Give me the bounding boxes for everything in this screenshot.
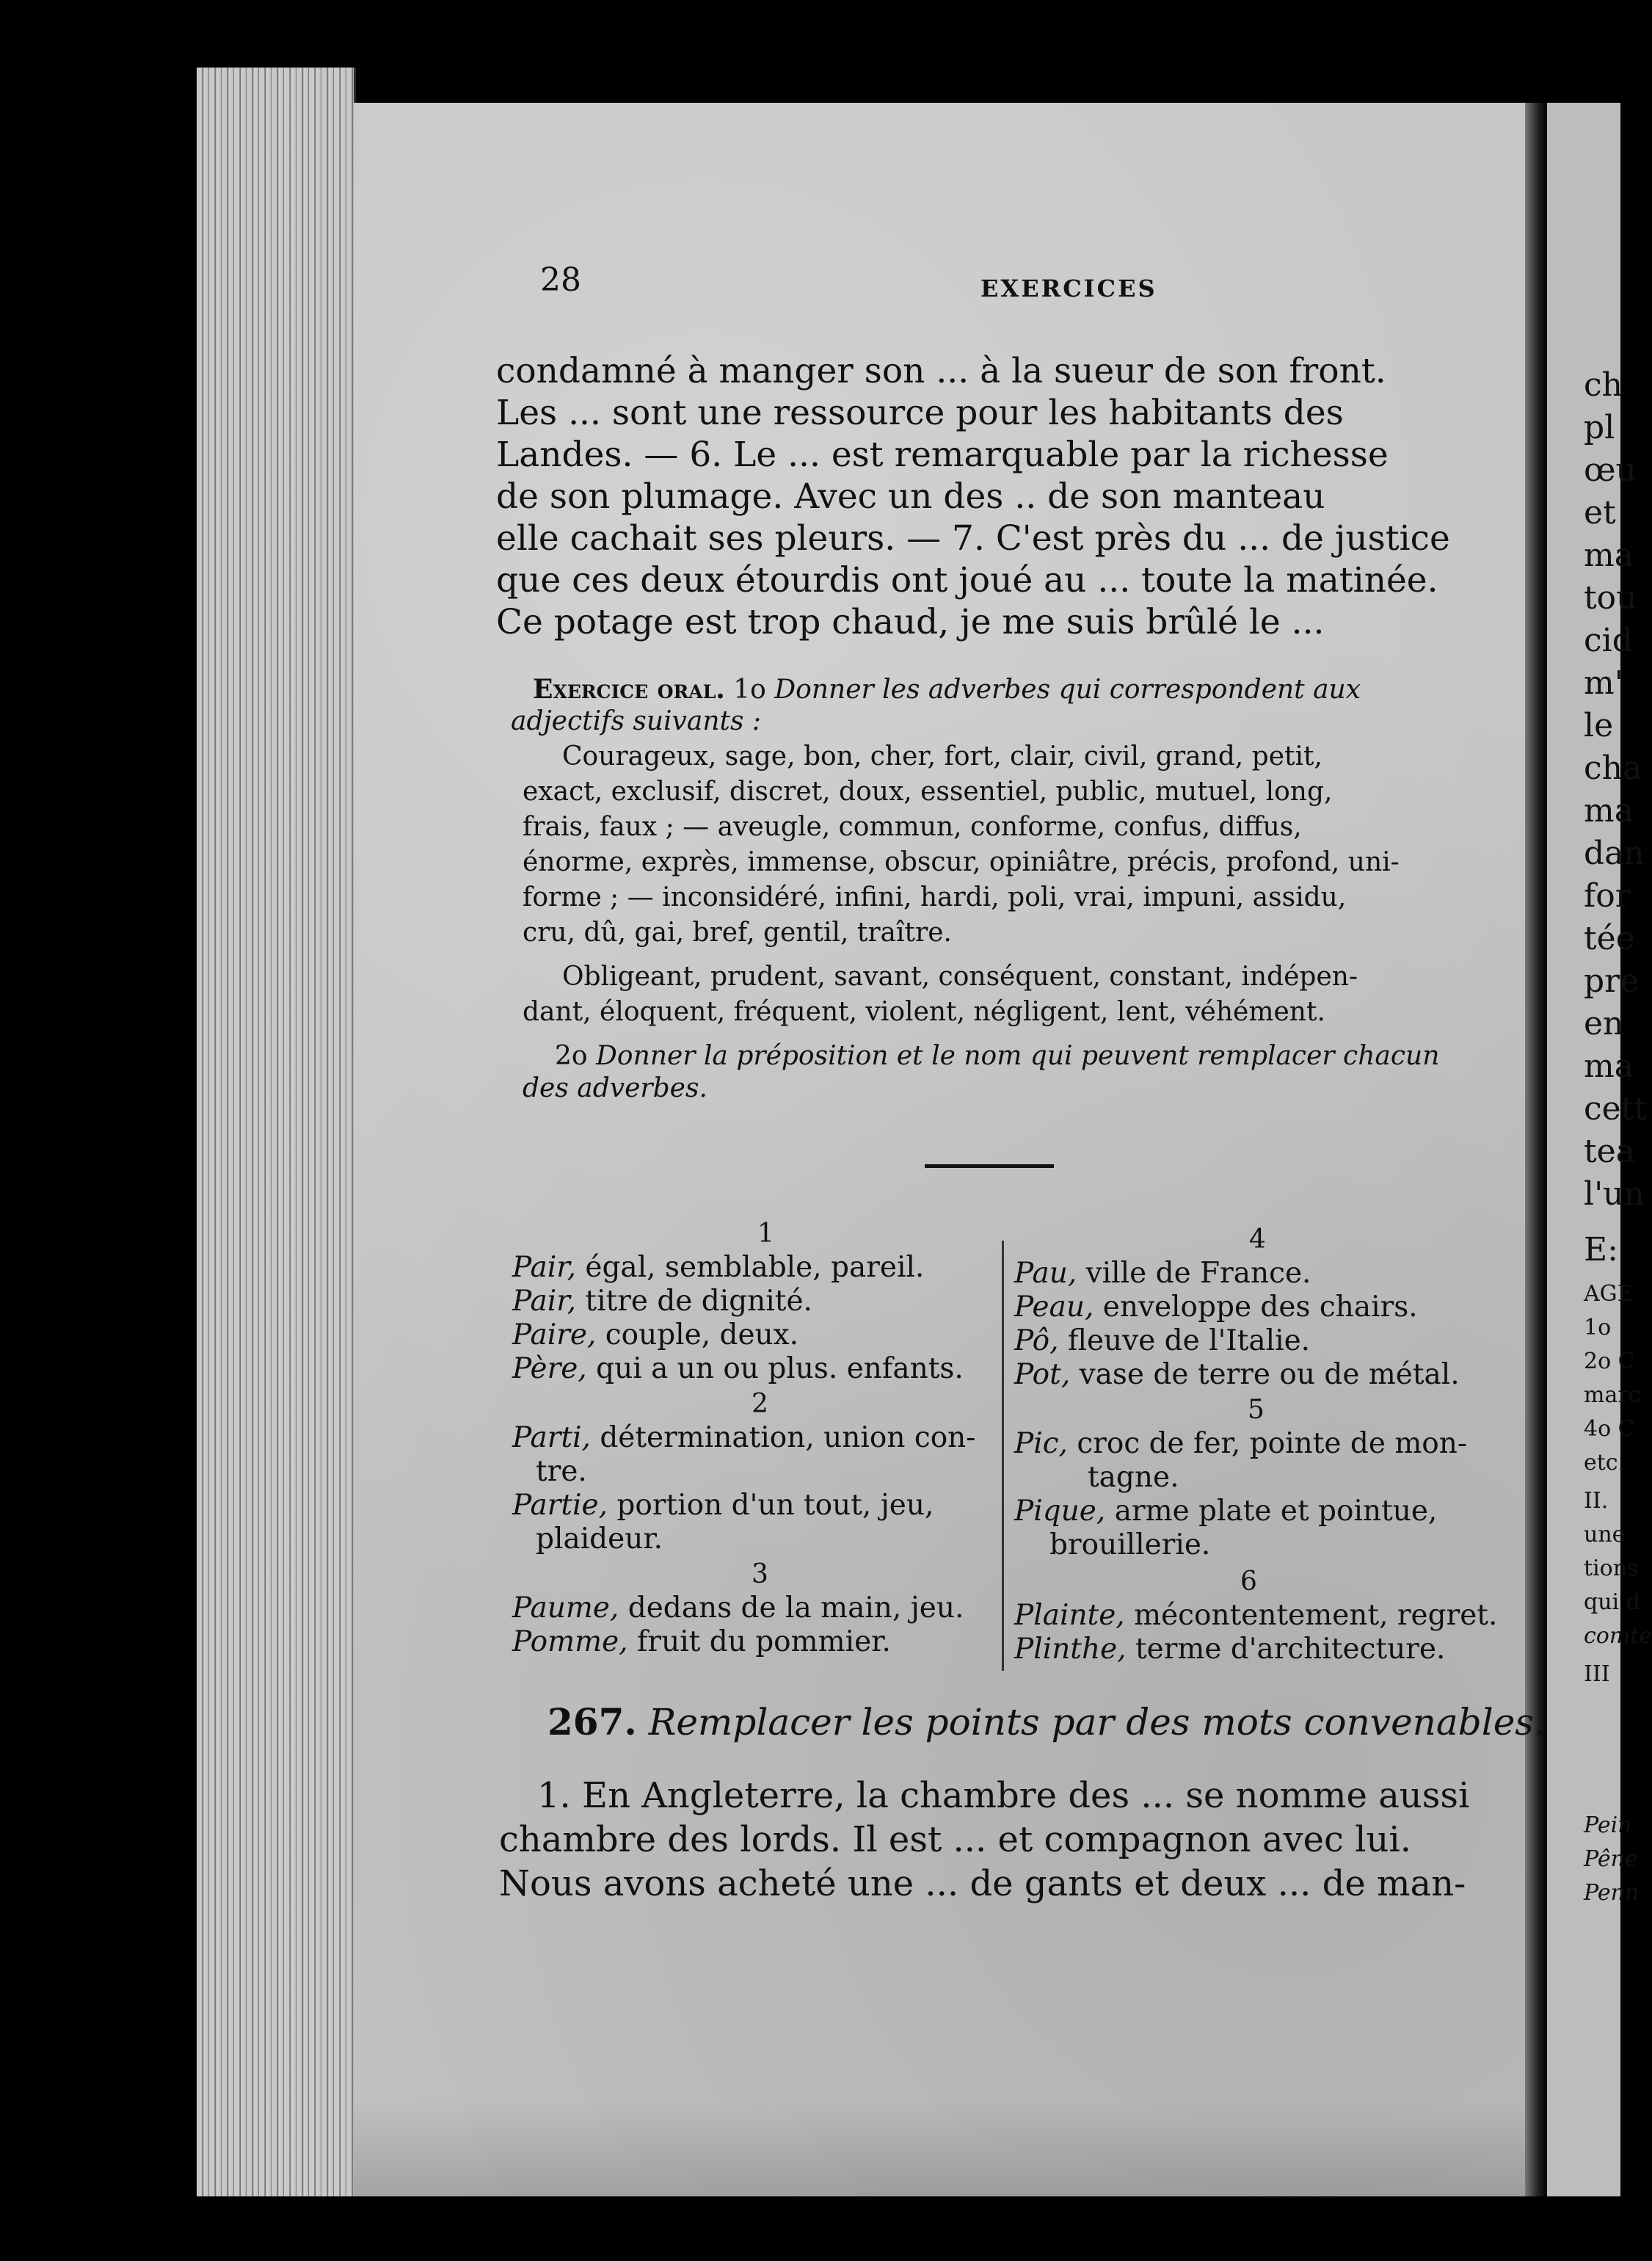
- homonym-word: Pot,: [1014, 1358, 1071, 1391]
- homonym-def-cont: tre.: [536, 1455, 587, 1488]
- adjective-list-line: Courageux, sage, bon, cher, fort, clair, civil, grand, petit,: [562, 741, 1322, 772]
- homonym-entry: [512, 1318, 798, 1351]
- oral-exercise-heading: [533, 674, 1361, 705]
- facing-text: cha: [1584, 750, 1642, 787]
- text-line: 1. En Angleterre, la chambre des ... se nomme aussi: [537, 1775, 1470, 1816]
- adjective-list-line: frais, faux ; — aveugle, commun, conforme, confus, diffus,: [523, 812, 1302, 842]
- text-line: elle cachait ses pleurs. — 7. C'est près du ... de justice: [496, 518, 1450, 559]
- facing-text: Pêne: [1584, 1846, 1638, 1872]
- homonym-word: Partie,: [512, 1489, 608, 1522]
- page-number: 28: [540, 261, 581, 299]
- facing-text: 1o: [1584, 1315, 1612, 1340]
- text-line: Ce potage est trop chaud, je me suis brûlé le ...: [496, 602, 1325, 642]
- instruction-text-cont: adjectifs suivants :: [511, 706, 762, 736]
- homonym-def: croc de fer, pointe de mon-: [1077, 1427, 1468, 1460]
- homonym-word: Pair,: [512, 1251, 576, 1284]
- homonym-entry: [1014, 1324, 1310, 1357]
- adjective-list-line: exact, exclusif, discret, doux, essentiel, public, mutuel, long,: [523, 777, 1333, 807]
- homonym-word: Père,: [512, 1352, 587, 1385]
- text-line: Nous avons acheté une ... de gants et deux ... de man-: [499, 1863, 1466, 1904]
- facing-text: ch: [1584, 366, 1623, 404]
- instruction-text-cont: des adverbes.: [523, 1073, 707, 1103]
- homonym-def-cont: brouillerie.: [1049, 1528, 1211, 1561]
- facing-text: le: [1584, 707, 1614, 744]
- homonym-def: enveloppe des chairs.: [1102, 1291, 1418, 1324]
- facing-text: etc.: [1584, 1450, 1626, 1476]
- text-line: de son plumage. Avec un des .. de son manteau: [496, 476, 1325, 517]
- homonym-word: Pique,: [1014, 1495, 1106, 1528]
- homonym-word: Pau,: [1014, 1257, 1077, 1290]
- exercise-number: 267.: [547, 1700, 637, 1743]
- facing-page: [1547, 103, 1652, 2196]
- instruction-number: 2o: [555, 1041, 588, 1071]
- homonym-def: vase de terre ou de métal.: [1079, 1358, 1460, 1391]
- homonym-word: Peau,: [1014, 1291, 1094, 1324]
- homonym-entry: [512, 1285, 812, 1318]
- oral-exercise-label: Exercice oral.: [533, 674, 725, 705]
- facing-text: AGE: [1584, 1281, 1634, 1307]
- facing-text: œu: [1584, 451, 1637, 489]
- running-title: EXERCICES: [980, 275, 1157, 302]
- facing-text: comte: [1584, 1623, 1652, 1649]
- text-line: chambre des lords. Il est ... et compagnon avec lui.: [499, 1819, 1412, 1860]
- homonym-entry: [1014, 1257, 1311, 1290]
- instruction-number: 1o: [733, 675, 766, 705]
- facing-text: 4o C: [1584, 1416, 1635, 1442]
- homonym-word: Plinthe,: [1014, 1633, 1127, 1666]
- homonym-entry: [1014, 1427, 1467, 1460]
- facing-text: pre: [1584, 962, 1640, 1000]
- facing-text: cid: [1584, 622, 1633, 659]
- facing-text: une: [1584, 1522, 1626, 1547]
- facing-text: ma: [1584, 537, 1634, 574]
- homonym-def: arme plate et pointue,: [1114, 1495, 1438, 1528]
- facing-text: l'un: [1584, 1175, 1645, 1213]
- book-page-edges: [197, 68, 356, 2196]
- homonym-entry: [1014, 1291, 1418, 1324]
- adjective-list-line: dant, éloquent, fréquent, violent, négligent, lent, véhément.: [523, 997, 1325, 1027]
- homonym-def: couple, deux.: [605, 1318, 799, 1351]
- section-divider: [925, 1164, 1054, 1168]
- facing-text: en: [1584, 1005, 1624, 1042]
- group-number: 4: [1249, 1224, 1266, 1255]
- facing-text: pl: [1584, 409, 1615, 446]
- adjective-list-line: énorme, exprès, immense, obscur, opiniâtre, précis, profond, uni-: [523, 847, 1400, 877]
- homonym-def: ville de France.: [1085, 1257, 1311, 1290]
- adjective-list-line: forme ; — inconsidéré, infini, hardi, poli, vrai, impuni, assidu,: [523, 882, 1347, 912]
- homonym-def: terme d'architecture.: [1135, 1633, 1446, 1666]
- homonym-def: portion d'un tout, jeu,: [616, 1489, 934, 1522]
- adjective-list-line: cru, dû, gai, bref, gentil, traître.: [523, 918, 952, 948]
- exercise-title: Remplacer les points par des mots convenables.: [648, 1701, 1546, 1743]
- group-number: 2: [752, 1389, 768, 1419]
- facing-text: E:: [1584, 1231, 1618, 1269]
- homonym-def: fleuve de l'Italie.: [1067, 1324, 1311, 1357]
- homonym-def: fruit du pommier.: [637, 1625, 891, 1658]
- homonym-entry: [512, 1489, 934, 1522]
- group-number: 6: [1240, 1567, 1257, 1597]
- homonym-def: qui a un ou plus. enfants.: [596, 1352, 964, 1385]
- homonym-word: Pomme,: [512, 1625, 628, 1658]
- facing-text: qui d: [1584, 1589, 1640, 1615]
- exercise-heading: [547, 1700, 1546, 1743]
- facing-text: dan: [1584, 835, 1645, 872]
- instruction-text: Donner la préposition et le nom qui peuvent remplacer chacun: [596, 1041, 1440, 1071]
- group-number: 1: [757, 1219, 774, 1249]
- homonym-entry: [512, 1421, 975, 1454]
- book-gutter: [1525, 103, 1547, 2196]
- facing-text: ma: [1584, 1048, 1634, 1085]
- homonym-def: détermination, union con-: [600, 1421, 976, 1454]
- homonym-word: Parti,: [512, 1421, 591, 1454]
- facing-text: tée: [1584, 920, 1635, 957]
- homonym-def: dedans de la main, jeu.: [627, 1592, 964, 1625]
- facing-text: ma: [1584, 792, 1634, 830]
- homonym-def: égal, semblable, pareil.: [585, 1251, 925, 1284]
- facing-text: tea: [1584, 1133, 1635, 1170]
- homonym-word: Pic,: [1014, 1427, 1068, 1460]
- facing-text: Pein: [1584, 1812, 1632, 1838]
- facing-text: 2o C: [1584, 1349, 1635, 1374]
- page-shading: [354, 2100, 1525, 2196]
- homonym-word: Paire,: [512, 1318, 597, 1351]
- text-line: Les ... sont une ressource pour les habitants des: [496, 393, 1344, 433]
- homonym-def-cont: tagne.: [1088, 1461, 1179, 1494]
- facing-text: et: [1584, 494, 1616, 531]
- column-divider: [1002, 1241, 1004, 1671]
- facing-text: cett: [1584, 1090, 1648, 1128]
- homonym-def-cont: plaideur.: [536, 1523, 663, 1556]
- homonym-entry: [1014, 1495, 1437, 1528]
- facing-text: II.: [1584, 1488, 1609, 1514]
- homonym-entry: [512, 1625, 891, 1658]
- facing-text: marc: [1584, 1382, 1641, 1408]
- group-number: 3: [752, 1559, 768, 1589]
- text-line: condamné à manger son ... à la sueur de son front.: [496, 351, 1386, 391]
- facing-text: m': [1584, 664, 1623, 702]
- facing-text: tou: [1584, 579, 1637, 617]
- facing-text: III: [1584, 1661, 1610, 1687]
- instruction2-line: [555, 1041, 1439, 1071]
- adjective-list-line: Obligeant, prudent, savant, conséquent, constant, indépen-: [562, 962, 1358, 992]
- text-line: Landes. — 6. Le ... est remarquable par la richesse: [496, 435, 1389, 475]
- homonym-def: titre de dignité.: [585, 1285, 812, 1318]
- group-number: 5: [1248, 1395, 1265, 1425]
- homonym-entry: [512, 1251, 924, 1284]
- homonym-entry: [1014, 1633, 1445, 1666]
- homonym-word: Pô,: [1014, 1324, 1059, 1357]
- text-line: que ces deux étourdis ont joué au ... toute la matinée.: [496, 560, 1438, 600]
- homonym-word: Paume,: [512, 1592, 619, 1625]
- homonym-entry: [512, 1592, 964, 1625]
- facing-text: Penn: [1584, 1880, 1640, 1906]
- instruction-text: Donner les adverbes qui correspondent aux: [774, 675, 1361, 705]
- homonym-entry: [1014, 1358, 1460, 1391]
- homonym-entry: [512, 1352, 964, 1385]
- homonym-entry: [1014, 1599, 1497, 1632]
- homonym-word: Pair,: [512, 1285, 576, 1318]
- facing-text: for: [1584, 877, 1631, 915]
- homonym-word: Plainte,: [1014, 1599, 1125, 1632]
- facing-text: tions: [1584, 1556, 1639, 1581]
- homonym-def: mécontentement, regret.: [1134, 1599, 1498, 1632]
